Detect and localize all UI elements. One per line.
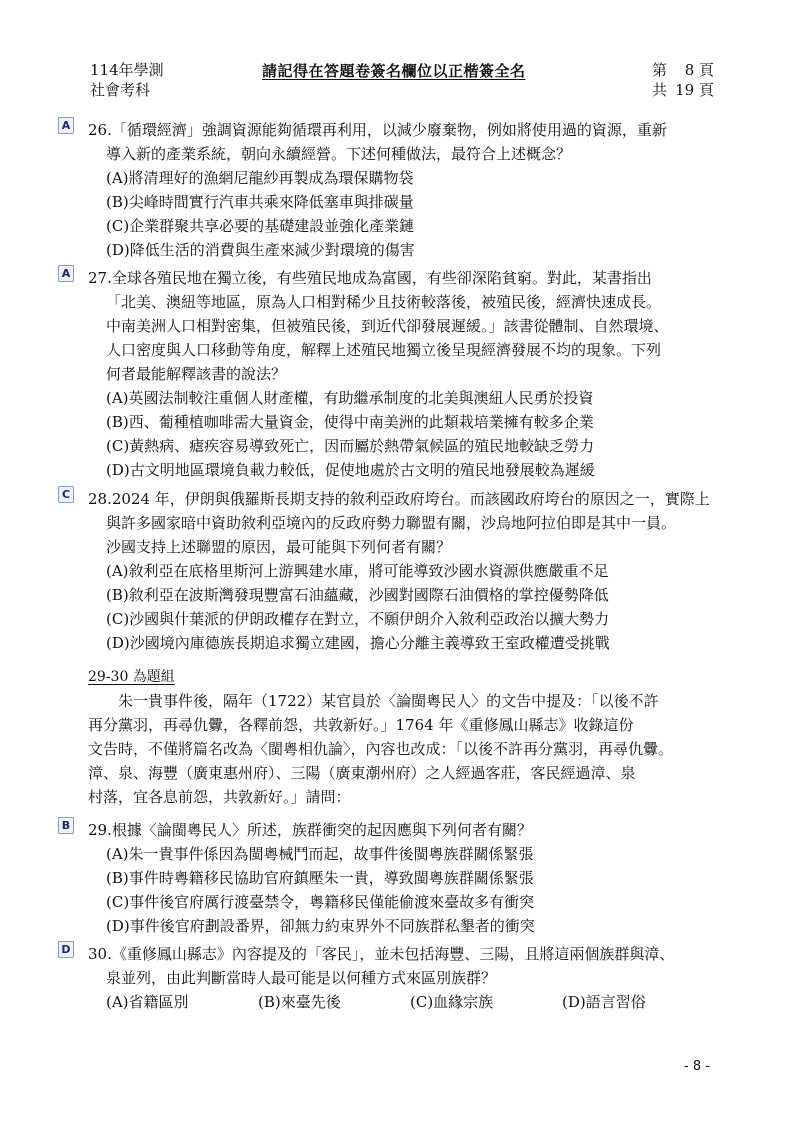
- option-d: (D)語言習俗: [562, 993, 646, 1011]
- question-28: [61, 487, 730, 655]
- option-c: (C)黃熱病、瘧疾容易導致死亡，因而屬於熱帶氣候區的殖民地較缺乏勞力: [106, 437, 595, 455]
- question-line: 人口密度與人口移動等角度，解釋上述殖民地獨立後呈現經濟發展不均的現象。下列: [106, 341, 662, 359]
- question-line: 27.全球各殖民地在獨立後，有些殖民地成為富國，有些卻深陷貧窮。對此，某書指出: [88, 269, 652, 287]
- option-c: (C)沙國與什葉派的伊朗政權存在對立，不願伊朗介入敘利亞政治以擴大勢力: [106, 610, 610, 628]
- question-line: 30.《重修鳳山縣志》內容提及的「客民」，並未包括海豐、三陽，且將這兩個族群與漳、: [88, 945, 675, 963]
- option-d: (D)古文明地區環境負載力較低，促使地處於古文明的殖民地發展較為遲緩: [106, 461, 595, 479]
- option-d: (D)降低生活的消費與生產來減少對環境的傷害: [106, 241, 415, 259]
- option-d: (D)沙國境內庫德族長期追求獨立建國，擔心分離主義導致王室政權遭受挑戰: [106, 634, 610, 652]
- page-total: 19 頁: [675, 81, 714, 99]
- option-b: (B)事件時粵籍移民協助官府鎮壓朱一貴，導致閩粵族群關係緊張: [106, 869, 534, 887]
- page-number-row: [652, 60, 714, 80]
- option-b: (B)來臺先後: [258, 993, 341, 1011]
- header-left: [90, 60, 164, 100]
- question-line: 與許多國家暗中資助敘利亞境內的反政府勢力聯盟有關，沙烏地阿拉伯即是其中一員。: [106, 514, 677, 532]
- question-number: 30.: [88, 945, 112, 963]
- passage-line: 再分黨羽，再尋仇釁，各釋前怨，共敦新好。」1764 年《重修鳳山縣志》收錄這份: [88, 716, 634, 734]
- option-a: (A)省籍區別: [106, 993, 189, 1011]
- passage-line: 村落，宜各息前怨，共敦新好。」請問：: [88, 788, 351, 806]
- question-27: [61, 266, 730, 482]
- question-29: [61, 818, 730, 938]
- option-a: (A)敘利亞在底格里斯河上游興建水庫，將可能導致沙國水資源供應嚴重不足: [106, 562, 609, 580]
- answer-stamp: C: [58, 486, 74, 503]
- question-number: 26.: [88, 121, 112, 139]
- page-prefix: 第: [652, 61, 668, 79]
- inline-options: [88, 990, 730, 1014]
- option-c: (C)事件後官府厲行渡臺禁令，粵籍移民僅能偷渡來臺故多有衝突: [106, 893, 535, 911]
- option-b: (B)西、葡種植咖啡需大量資金，使得中南美洲的此類栽培業擁有較多企業: [106, 413, 594, 431]
- question-line: 泉並列，由此判斷當時人最可能是以何種方式來區別族群？: [106, 969, 497, 987]
- header-right: [652, 60, 714, 100]
- question-number: 28.: [88, 490, 112, 508]
- option-b: (B)敘利亞在波斯灣發現豐富石油蘊藏，沙國對國際石油價格的掌控優勢降低: [106, 586, 609, 604]
- question-line: 28.2024 年，伊朗與俄羅斯長期支持的敘利亞政府垮台。而該國政府垮台的原因之一，實際上: [88, 490, 710, 508]
- option-b: (B)尖峰時間實行汽車共乘來降低塞車與排碳量: [106, 193, 414, 211]
- group-passage: [88, 689, 718, 809]
- answer-stamp: A: [58, 117, 74, 134]
- page-footer-number: - 8 -: [684, 1059, 710, 1074]
- question-number: 27.: [88, 269, 112, 287]
- question-line: 中南美洲人口相對密集，但被殖民後，到近代卻發展遲緩。」該書從體制、自然環境、: [106, 317, 669, 335]
- exam-year: 114年學測: [90, 61, 164, 79]
- passage-line: 朱一貴事件後，隔年（1722）某官員於〈論閩粵民人〉的文告中提及：「以後不許: [118, 692, 659, 710]
- answer-stamp: D: [58, 941, 74, 958]
- passage-line: 文告時，不僅將篇名改為〈閩粵相仇論〉，內容也改成：「以後不許再分黨羽，再尋仇釁。: [88, 740, 674, 758]
- question-group-title: 29-30 為題組: [88, 669, 175, 685]
- option-c: (C)企業群聚共享必要的基礎建設並強化產業鏈: [106, 217, 415, 235]
- answer-stamp: A: [58, 265, 74, 282]
- option-a: (A)英國法制較注重個人財產權，有助繼承制度的北美與澳紐人民勇於投資: [106, 389, 594, 407]
- exam-subject: 社會考科: [90, 81, 151, 99]
- question-line: 26.「循環經濟」強調資源能夠循環再利用，以減少廢棄物，例如將使用過的資源，重新: [88, 121, 667, 139]
- option-a: (A)將清理好的漁網尼龍紗再製成為環保購物袋: [106, 169, 414, 187]
- passage-line: 漳、泉、海豐（廣東惠州府）、三陽（廣東潮州府）之人經過客莊，客民經過漳、泉: [88, 764, 636, 782]
- option-d: (D)事件後官府劃設番界，卻無力約束界外不同族群私墾者的衝突: [106, 917, 535, 935]
- question-number: 29.: [88, 821, 112, 839]
- question-30: [61, 942, 730, 1014]
- page-number: 8 頁: [684, 61, 714, 79]
- question-line: 29.根據〈論閩粵民人〉所述，族群衝突的起因應與下列何者有關？: [88, 821, 532, 839]
- question-line: 「北美、澳紐等地區，原為人口相對稀少且技術較落後，被殖民後，經濟快速成長。: [106, 293, 662, 311]
- option-c: (C)血緣宗族: [410, 993, 494, 1011]
- question-line: 何者最能解釋該書的說法？: [106, 365, 287, 383]
- answer-stamp: B: [58, 817, 74, 834]
- page-total-row: [652, 80, 714, 100]
- header-reminder: 請記得在答題卷簽名欄位以正楷簽全名: [262, 62, 526, 80]
- option-a: (A)朱一貴事件係因為閩粵械鬥而起，故事件後閩粵族群關係緊張: [106, 845, 534, 863]
- question-line: 導入新的產業系統，朝向永續經營。下述何種做法，最符合上述概念？: [106, 145, 572, 163]
- question-line: 沙國支持上述聯盟的原因，最可能與下列何者有關？: [106, 538, 452, 556]
- total-prefix: 共: [652, 81, 668, 99]
- question-26: [61, 118, 730, 262]
